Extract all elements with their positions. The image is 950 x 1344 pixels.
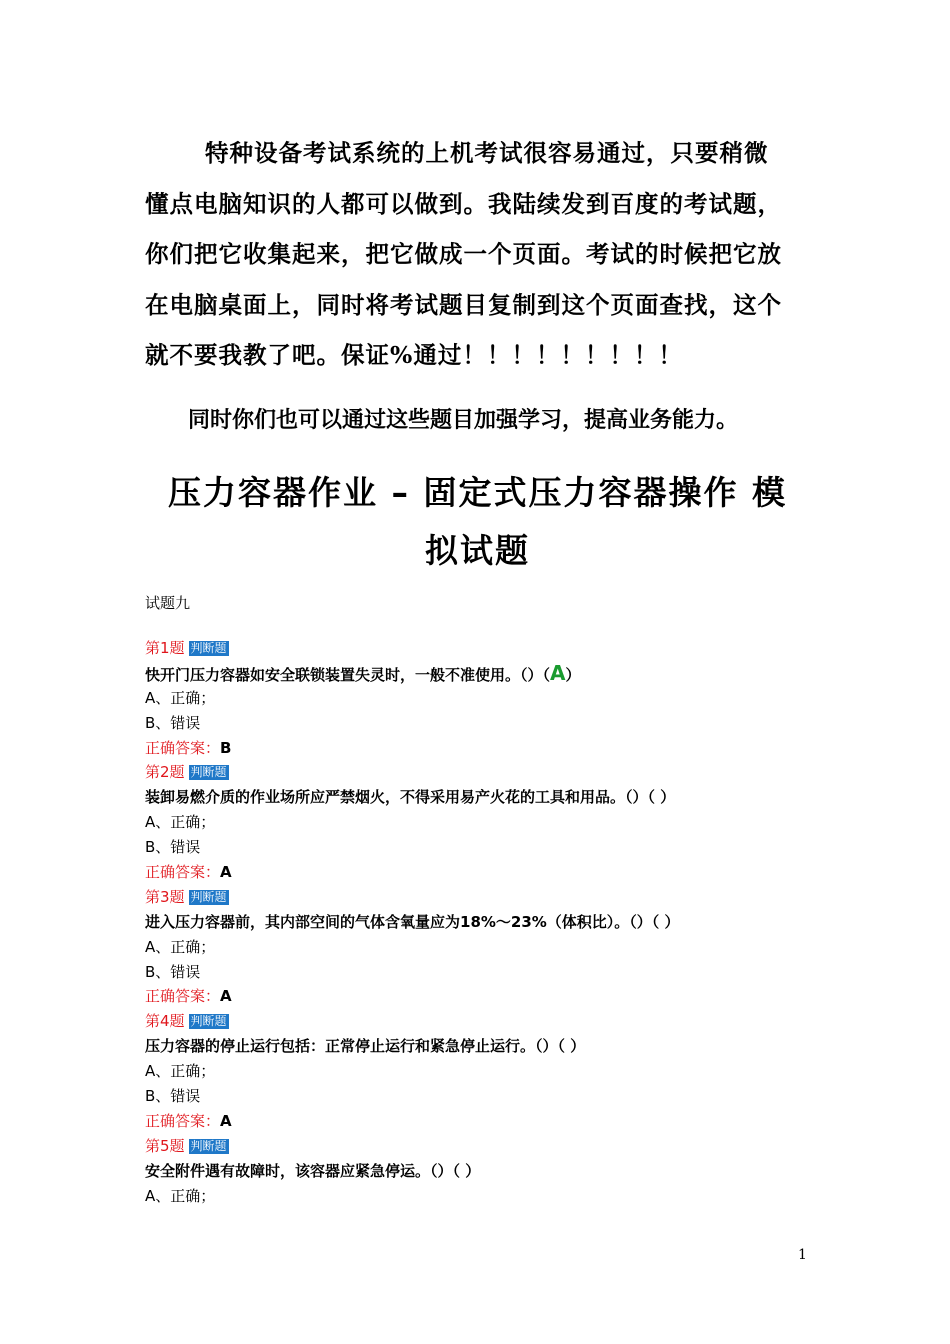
title-line-2: 拟试题 [425,531,530,570]
document-title [145,464,810,580]
question-5-text: 安全附件遇有故障时，该容器应紧急停运。（）（ ） [145,1161,481,1180]
question-number: 第3题 [145,887,185,906]
question-2-option-b: B、错误 [145,838,201,857]
page-number: 1 [798,1247,807,1263]
question-4-header [145,1009,825,1034]
question-type-tag: 判断题 [190,641,227,655]
intro-paragraph [145,128,810,381]
intro-second-paragraph: 同时你们也可以通过这些题目加强学习，提高业务能力。 [188,407,739,433]
question-1-option-b: B、错误 [145,713,201,732]
intro-line-3: 你们把它收集起来，把它做成一个页面。考试的时候把它放 [145,240,782,268]
question-4-option-b: B、错误 [145,1087,201,1106]
marked-answer: A [550,660,566,685]
question-4-option-a: A、正确； [145,1062,216,1081]
question-list [145,636,825,1208]
question-1-header [145,636,825,661]
question-5-header [145,1134,825,1159]
question-3-option-a: A、正确； [145,937,216,956]
question-3-option-b: B、错误 [145,962,201,981]
question-3-text: 进入压力容器前，其内部空间的气体含氧量应为18%～23%（体积比）。（）（ ） [145,912,680,931]
question-2-answer: 正确答案：A [145,863,232,882]
question-2-option-a: A、正确； [145,813,216,832]
question-2-header [145,760,825,785]
question-4-text: 压力容器的停止运行包括：正常停止运行和紧急停止运行。（）（ ） [145,1037,586,1056]
question-set-label: 试题九 [145,594,191,612]
question-5-option-a: A、正确； [145,1186,216,1205]
intro-line-2: 懂点电脑知识的人都可以做到。我陆续发到百度的考试题， [145,189,782,218]
intro-line-4: 在电脑桌面上，同时将考试题目复制到这个页面查找，这个 [145,290,782,319]
question-number: 第4题 [145,1012,185,1031]
question-3-header [145,885,825,910]
title-line-1: 压力容器作业 – 固定式压力容器操作 模 [168,473,787,512]
question-1-option-a: A、正确； [145,688,216,707]
question-4-answer: 正确答案：A [145,1111,232,1130]
question-number: 第1题 [145,639,185,657]
question-type-tag: 判断题 [190,765,227,780]
question-3-answer: 正确答案：A [145,987,232,1006]
question-number: 第2题 [145,763,185,782]
question-type-tag: 判断题 [190,889,227,904]
question-type-tag: 判断题 [190,1014,227,1029]
intro-line-5: 就不要我教了吧。保证%通过！！！！！！！！！ [145,341,683,369]
question-1-text: 快开门压力容器如安全联锁装置失灵时，一般不准使用。（）（A） [145,660,581,685]
question-type-tag: 判断题 [190,1138,227,1153]
question-1-answer: 正确答案：B [145,738,232,757]
intro-line-1: 特种设备考试系统的上机考试很容易通过，只要稍微 [205,139,769,167]
question-2-text: 装卸易燃介质的作业场所应严禁烟火，不得采用易产火花的工具和用品。（）（ ） [145,788,676,807]
question-number: 第5题 [145,1136,185,1155]
